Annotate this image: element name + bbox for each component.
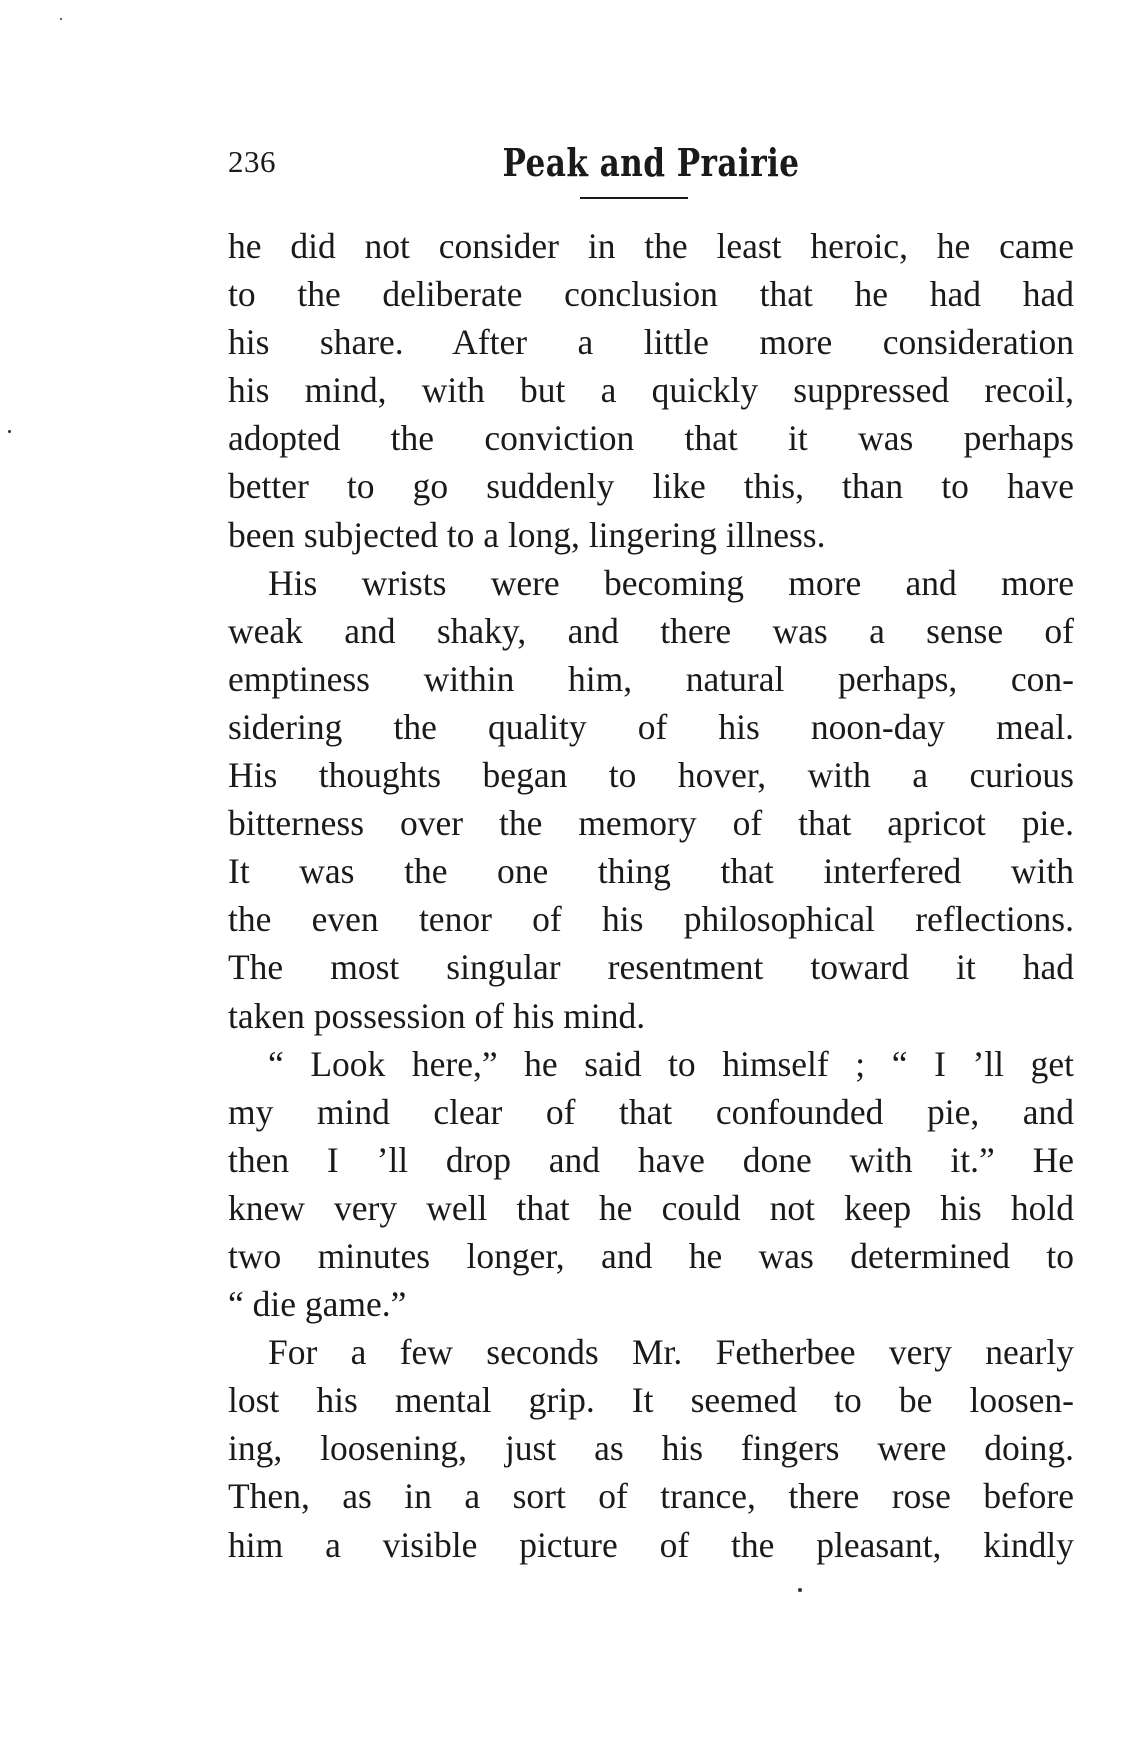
text-line: Then, as in a sort of trance, there rose before — [228, 1476, 1074, 1517]
text-line: he did not consider in the least heroic, he came — [228, 226, 1074, 266]
text-line: His thoughts began to hover, with a curious — [228, 755, 1074, 796]
text-line: The most singular resentment toward it had — [228, 947, 1074, 988]
running-title: Peak and Prairie — [502, 140, 800, 185]
text-line: two minutes longer, and he was determined to — [228, 1235, 1074, 1276]
text-line: my mind clear of that confounded pie, and — [228, 1091, 1074, 1132]
text-line: then I ’ll drop and have done with it.” He — [228, 1139, 1074, 1180]
text-line: taken possession of his mind. — [228, 995, 646, 1036]
body-text — [228, 222, 1074, 1569]
text-line: ing, loosening, just as his fingers were doing. — [228, 1428, 1074, 1469]
text-line: knew very well that he could not keep his hold — [228, 1187, 1074, 1228]
text-line: to the deliberate conclusion that he had had — [228, 274, 1074, 315]
text-line: emptiness within him, natural perhaps, con- — [228, 658, 1074, 699]
text-line: sidering the quality of his noon-day meal. — [228, 706, 1074, 747]
text-line: lost his mental grip. It seemed to be loosen- — [228, 1380, 1074, 1421]
text-line: It was the one thing that interfered with — [228, 851, 1074, 892]
text-line: “ die game.” — [228, 1284, 407, 1325]
text-line: “ Look here,” he said to himself ; “ I ’ll get — [268, 1043, 1074, 1084]
text-line: weak and shaky, and there was a sense of — [228, 610, 1074, 651]
text-line: his share. After a little more consideration — [228, 322, 1074, 363]
print-speck — [60, 18, 62, 20]
page-header — [228, 140, 1074, 190]
header-rule — [580, 197, 688, 199]
text-line: bitterness over the memory of that apricot pie. — [228, 803, 1074, 844]
text-line: the even tenor of his philosophical reflections. — [228, 899, 1074, 940]
text-line: adopted the conviction that it was perhaps — [228, 418, 1074, 459]
page-number: 236 — [228, 144, 276, 179]
text-line: his mind, with but a quickly suppressed recoil, — [228, 370, 1074, 411]
text-line: been subjected to a long, lingering illness. — [228, 514, 826, 555]
print-speck — [798, 1588, 802, 1592]
text-line: better to go suddenly like this, than to have — [228, 466, 1074, 507]
text-line: him a visible picture of the pleasant, kindly — [228, 1524, 1074, 1565]
text-line: His wrists were becoming more and more — [268, 562, 1074, 603]
text-line: For a few seconds Mr. Fetherbee very nearly — [268, 1332, 1074, 1373]
print-speck — [8, 430, 11, 433]
